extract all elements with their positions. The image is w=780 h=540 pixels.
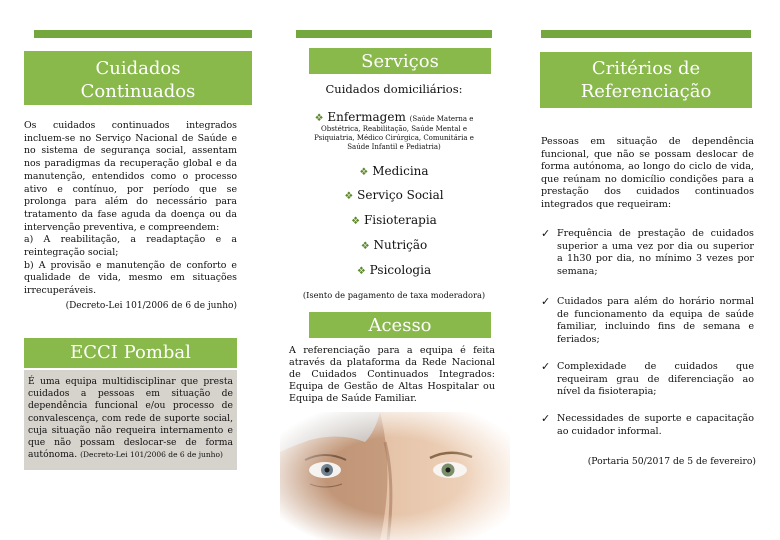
services-title-box <box>309 48 491 74</box>
service-label: Nutrição <box>373 238 428 252</box>
list-item-a <box>24 234 237 259</box>
service-label: Fisioterapia <box>363 213 437 227</box>
diamond-bullet-icon: ❖ <box>360 241 370 252</box>
panel-right-intro: Pessoas em situação de dependência funcional, que não se possam deslocar de forma autónoma, ao longo do ciclo de vida, que reúnam no domicílio condições para a prestação dos cuidados continuados integrados que requeiram: <box>541 136 754 210</box>
services-subtitle: Cuidados domiciliários: <box>325 82 463 96</box>
fee-note: (Isento de pagamento de taxa moderadora) <box>302 290 486 300</box>
ecci-citation: (Decreto-Lei 101/2006 de 6 de junho) <box>80 450 223 460</box>
criteria-item-2 <box>541 296 754 346</box>
list-text-b: A provisão e manutenção de conforto e qualidade de vida, mesmo em situações irrecuperáveis. <box>24 259 237 297</box>
enfermagem-note-1: (Saúde Materna e <box>409 115 474 123</box>
checkmark-icon: ✓ <box>541 227 551 240</box>
list-text-a: A reabilitação, a readaptação e a reintegração social; <box>24 234 237 259</box>
checkmark-icon: ✓ <box>541 412 551 425</box>
checkmark-icon: ✓ <box>541 360 551 373</box>
top-strip-right <box>541 30 751 38</box>
criteria-text: Frequência de prestação de cuidados superior a uma vez por dia ou superior a 1h30 por dia, no mínimo 3 vezes por semana; <box>557 228 754 277</box>
panel-left-title: Cuidados Continuados Integrados <box>80 58 196 125</box>
services-list <box>294 110 494 310</box>
ecci-box <box>24 370 237 470</box>
access-title-box <box>309 312 491 338</box>
access-title: Acesso <box>368 315 432 336</box>
ecci-title-box <box>24 338 237 368</box>
panel-right-citation: (Portaria 50/2017 de 5 de fevereiro) <box>587 456 756 467</box>
list-marker-a: a) <box>24 234 34 246</box>
ecci-title: ECCI Pombal <box>70 342 191 363</box>
service-label: Medicina <box>372 164 429 178</box>
access-text: A referenciação para a equipa é feita através da plataforma da Rede Nacional de Cuidados Continuados Integrados: Equipa de Gestão de Altas Hospitalar ou Equipa de Saúde Familiar. <box>289 345 495 404</box>
criteria-text: Cuidados para além do horário normal de funcionamento da equipa de saúde familiar, incluindo fins de semana e feriados; <box>557 296 754 345</box>
faces-photo <box>280 412 510 540</box>
list-item-b <box>24 260 237 298</box>
service-label: Serviço Social <box>357 188 444 202</box>
panel-right-title: Critérios de Referenciação <box>580 58 712 102</box>
list-marker-b: b) <box>24 259 34 271</box>
criteria-item-3 <box>541 361 754 399</box>
service-item-fisioterapia <box>294 213 494 229</box>
service-label-enfermagem: Enfermagem <box>327 110 406 124</box>
top-strip-middle <box>296 30 492 38</box>
checkmark-icon: ✓ <box>541 295 551 308</box>
panel-left-citation: (Decreto-Lei 101/2006 de 6 de junho) <box>65 300 237 311</box>
criteria-item-1 <box>541 228 754 278</box>
ecci-text-block <box>24 370 237 461</box>
ecci-text: É uma equipa multidisciplinar que presta cuidados a pessoas em situação de dependência funcional e/ou processo de convalescença, com rede de suporte social, cuja situação não requeira internamento e que não possam deslocar-se de forma autónoma. <box>28 376 233 461</box>
criteria-item-4 <box>541 413 754 438</box>
enfermagem-note-2: Obstétrica, Reabilitação, Saúde Mental e Psiquiatria, Médico Cirúrgica, Comunitária e Saúde Infantil e Pediatria) <box>314 125 474 151</box>
top-strip-left <box>34 30 252 38</box>
services-title: Serviços <box>361 51 439 72</box>
diamond-bullet-icon: ❖ <box>314 113 324 124</box>
diamond-bullet-icon: ❖ <box>344 191 354 202</box>
service-item-nutricao <box>294 238 494 254</box>
panel-left-title-box <box>24 51 252 125</box>
faces-photo-illustration <box>280 412 510 540</box>
criteria-text: Necessidades de suporte e capacitação ao cuidador informal. <box>557 413 754 437</box>
panel-left-intro: Os cuidados continuados integrados incluem-se no Serviço Nacional de Saúde e no sistema de segurança social, assentam nos paradigmas da recuperação global e da manutenção, entendidos como o processo ativo e contínuo, por período que se prolonga para além do necessário para tratamento da fase aguda da doença ou da intervenção preventiva, e compreendem: <box>24 120 237 233</box>
service-item-enfermagem <box>294 110 494 126</box>
service-label: Psicologia <box>369 263 432 277</box>
panel-right-title-box <box>540 52 752 108</box>
diamond-bullet-icon: ❖ <box>356 266 366 277</box>
service-item-servico-social <box>294 188 494 204</box>
service-item-psicologia <box>294 263 494 279</box>
criteria-text: Complexidade de cuidados que requeiram grau de diferenciação ao nível da fisioterapia; <box>557 361 754 398</box>
diamond-bullet-icon: ❖ <box>351 216 361 227</box>
service-item-medicina <box>294 164 494 180</box>
panel-left-intro-block <box>24 120 237 313</box>
diamond-bullet-icon: ❖ <box>359 167 369 178</box>
